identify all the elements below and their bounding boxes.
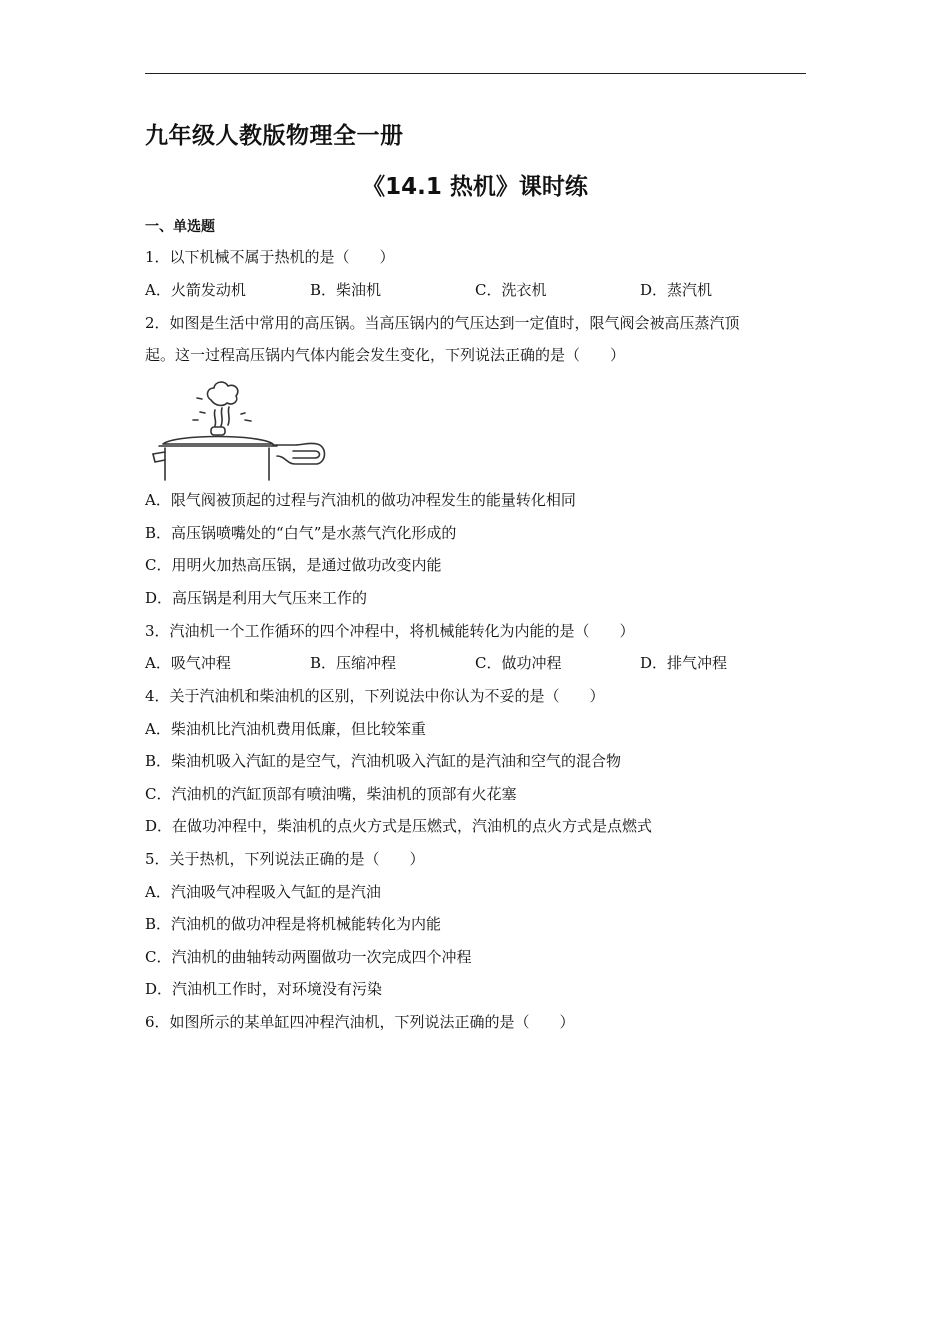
option-b: B．压缩冲程 <box>310 654 397 672</box>
question-5-stem: 5．关于热机，下列说法正确的是（ ） <box>145 850 425 868</box>
page-title: 《14.1 热机》课时练 <box>362 174 588 200</box>
header-rule <box>145 73 806 74</box>
question-5-option-d: D．汽油机工作时，对环境没有污染 <box>145 980 383 998</box>
section-heading: 一、单选题 <box>145 219 215 235</box>
option-c: C．做功冲程 <box>475 654 562 672</box>
pressure-cooker-figure <box>145 376 330 482</box>
question-4-option-a: A．柴油机比汽油机费用低廉，但比较笨重 <box>145 720 426 738</box>
question-6-stem: 6．如图所示的某单缸四冲程汽油机，下列说法正确的是（ ） <box>145 1013 575 1031</box>
question-4-option-d: D．在做功冲程中，柴油机的点火方式是压燃式，汽油机的点火方式是点燃式 <box>145 817 653 835</box>
series-title: 九年级人教版物理全一册 <box>145 123 404 149</box>
question-1-stem: 1．以下机械不属于热机的是（ ） <box>145 248 395 266</box>
question-4-option-b: B．柴油机吸入汽缸的是空气，汽油机吸入汽缸的是汽油和空气的混合物 <box>145 752 622 770</box>
question-2-option-d: D．高压锅是利用大气压来工作的 <box>145 589 368 607</box>
option-b: B．柴油机 <box>310 281 382 299</box>
question-2-stem-line2: 起。这一过程高压锅内气体内能会发生变化，下列说法正确的是（ ） <box>145 346 626 364</box>
question-2-option-c: C．用明火加热高压锅，是通过做功改变内能 <box>145 556 442 574</box>
option-a: A．吸气冲程 <box>145 654 231 672</box>
question-4-stem: 4．关于汽油机和柴油机的区别，下列说法中你认为不妥的是（ ） <box>145 687 605 705</box>
question-2-option-b: B．高压锅喷嘴处的“白气”是水蒸气汽化形成的 <box>145 524 457 542</box>
question-5-option-c: C．汽油机的曲轴转动两圈做功一次完成四个冲程 <box>145 948 472 966</box>
question-2-stem-line1: 2．如图是生活中常用的高压锅。当高压锅内的气压达到一定值时，限气阀会被高压蒸汽顶 <box>145 314 740 332</box>
question-2-option-a: A．限气阀被顶起的过程与汽油机的做功冲程发生的能量转化相同 <box>145 491 576 509</box>
option-a: A．火箭发动机 <box>145 281 246 299</box>
option-d: D．蒸汽机 <box>640 281 713 299</box>
option-d: D．排气冲程 <box>640 654 728 672</box>
question-3-stem: 3．汽油机一个工作循环的四个冲程中，将机械能转化为内能的是（ ） <box>145 622 635 640</box>
option-c: C．洗衣机 <box>475 281 547 299</box>
question-5-option-b: B．汽油机的做功冲程是将机械能转化为内能 <box>145 915 442 933</box>
question-4-option-c: C．汽油机的汽缸顶部有喷油嘴，柴油机的顶部有火花塞 <box>145 785 517 803</box>
question-5-option-a: A．汽油吸气冲程吸入气缸的是汽油 <box>145 883 381 901</box>
